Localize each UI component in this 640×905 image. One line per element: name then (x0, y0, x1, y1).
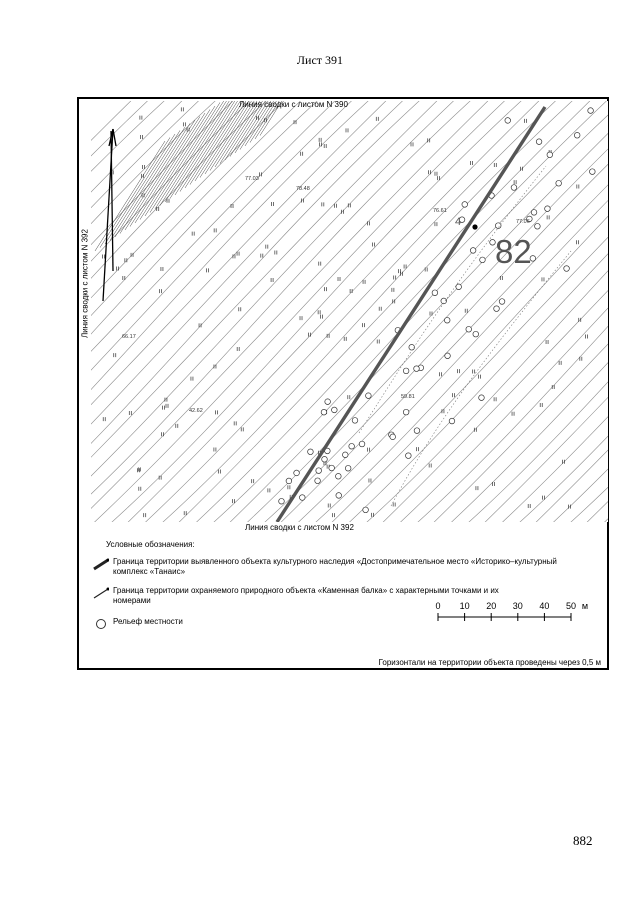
scale-tick-label: 30 (512, 601, 523, 611)
relief-circle (545, 206, 551, 212)
relief-circle (403, 409, 409, 415)
relief-circle (279, 498, 285, 504)
relief-circle (342, 452, 348, 458)
bottom-edge-label: Линия сводки с листом N 392 (245, 523, 354, 532)
relief-circle (315, 478, 321, 484)
relief-circle (444, 317, 450, 323)
relief-circle (366, 393, 372, 399)
characteristic-point-4 (472, 224, 477, 229)
relief-circle (286, 478, 292, 484)
relief-circle (325, 399, 331, 405)
relief-circle (322, 456, 328, 462)
relief-circle (564, 266, 570, 272)
relief-circle (470, 248, 476, 254)
relief-circle (329, 465, 335, 471)
relief-circle (294, 470, 300, 476)
relief-circle (480, 257, 486, 263)
elevation-label: 76.61 (433, 208, 447, 214)
contour-interval-note: Горизонтали на территории объекта проведены через 0,5 м (378, 658, 601, 667)
relief-circle (449, 418, 455, 424)
relief-circle (332, 407, 338, 413)
elevation-label: 77.06 (516, 219, 530, 225)
scale-unit: м (581, 601, 589, 611)
relief-circle (495, 223, 501, 229)
relief-circle (535, 223, 541, 229)
elevation-label: 59.81 (401, 394, 415, 400)
relief-circle (349, 443, 355, 449)
relief-circle (299, 495, 305, 501)
elevation-label: 77.03 (245, 176, 259, 182)
relief-circle (479, 395, 485, 401)
legend-item-text: Граница территории охраняемого природного объекта «Каменная балка» с характерными точками и их номерами (113, 586, 499, 605)
left-edge-label: Линия сводки с листом N 392 (80, 229, 90, 338)
relief-circle (456, 284, 462, 290)
relief-circle (536, 139, 542, 145)
scale-tick-label: 20 (486, 601, 497, 611)
thick-boundary-symbol (93, 557, 109, 571)
scale-tick-label: 50 (565, 601, 577, 611)
scale-tick-label: 10 (459, 601, 470, 611)
sheet-title: Лист 391 (296, 53, 344, 67)
elevation-label: 78.48 (296, 186, 310, 192)
relief-circle (390, 434, 396, 440)
relief-circle (505, 118, 511, 124)
relief-circle (336, 493, 342, 499)
relief-circle (574, 132, 580, 138)
relief-circle (499, 299, 505, 305)
scale-tick-label: 0 (435, 601, 441, 611)
relief-circle (336, 473, 342, 479)
relief-circle (321, 409, 327, 415)
elevation-label: 42.62 (189, 408, 203, 414)
relief-circle (414, 366, 420, 372)
scale-tick-label: 40 (539, 601, 550, 611)
scale-bar (435, 599, 615, 629)
object-number: 82 (495, 233, 532, 270)
relief-circle (547, 152, 553, 158)
map-canvas (91, 101, 608, 522)
relief-circle (531, 210, 537, 216)
top-edge-label: Линия сводки с листом N 390 (239, 101, 348, 109)
relief-circle (556, 180, 562, 186)
elevation-label: 66.17 (122, 334, 136, 340)
characteristic-point-number: 4 (455, 216, 462, 228)
relief-circle (441, 298, 447, 304)
legend-item-text: Рельеф местности (113, 617, 183, 626)
relief-circle (363, 507, 369, 513)
legend-item-text: Граница территории выявленного объекта культурного наследия «Достопримечательное место «Историко–культурный комплекс «Танаис» (113, 557, 557, 576)
relief-circle (352, 418, 358, 424)
relief-circle (588, 108, 594, 114)
relief-circle (414, 428, 420, 434)
relief-circle (466, 326, 472, 332)
relief-circle (590, 169, 596, 175)
relief-circle (445, 353, 451, 359)
map-frame (77, 97, 609, 670)
relief-circle (316, 468, 322, 474)
page-number: 882 (573, 833, 593, 848)
relief-circle (432, 290, 438, 296)
relief-circle (403, 368, 409, 374)
map-area (91, 101, 608, 522)
relief-circle (494, 306, 500, 312)
relief-circle (345, 465, 351, 471)
thin-boundary-symbol (93, 586, 109, 600)
legend-item-heritage-boundary (93, 557, 583, 577)
legend-heading: Условные обозначения: (106, 540, 195, 549)
relief-circle (406, 453, 412, 459)
relief-circle (473, 331, 479, 337)
relief-circle (308, 449, 314, 455)
legend (79, 524, 607, 668)
relief-circle (462, 202, 468, 208)
relief-circle-icon (93, 617, 109, 631)
relief-circle (359, 441, 365, 447)
relief-circle (511, 185, 517, 191)
